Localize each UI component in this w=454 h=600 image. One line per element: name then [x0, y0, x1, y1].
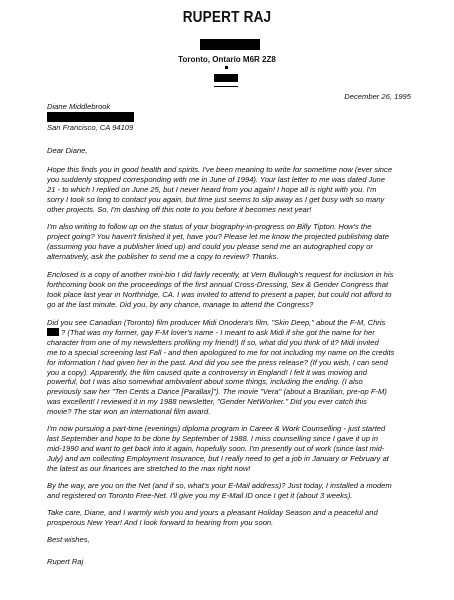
paragraph-line: sorry I took so long to contact you again, but time just seems to slip away as I get busy with so many: [47, 194, 385, 204]
paragraph-line: 21 - to which I replied on June 25, but I never heard from you again! I hope all is right with you. I'm: [47, 184, 377, 194]
paragraph-line: movie? The star won an international film award.: [47, 407, 211, 417]
paragraph-line: Take care, Diane, and I warmly wish you and yours a pleasant Holiday Season and a peaceful and: [47, 508, 378, 517]
paragraph-line: me to a special screening last Fall - and then apologized to me for not including my name on the credits: [47, 347, 395, 357]
paragraph-line: (assuming you have a publisher lined up) and could you please send me an autographed copy or: [47, 241, 373, 251]
letter-date: December 26, 1995: [344, 92, 411, 101]
paragraph-line: last September and hope to be done by September of 1988. I miss counselling since I gave it up in: [47, 433, 378, 443]
redacted-street-address: [200, 39, 260, 50]
redacted-surname: [47, 328, 59, 336]
paragraph-4: [47, 318, 419, 417]
paragraph-line: project going? You haven't finished it yet, have you? Please let me know the projected publishing date: [47, 231, 389, 241]
paragraph-line: By the way, are you on the Net (and if so, what's your E-Mail address)? Just today, I installed a modem: [47, 481, 392, 490]
paragraph-7: [47, 508, 419, 528]
paragraph-line: you suddenly stopped corresponding with me in June of 1994). Your last letter to me was dated June: [47, 174, 385, 184]
paragraph-line: I'm now pursuing a part-time (evenings) diploma program in Career & Work Counselling - just started: [47, 424, 386, 433]
closing: Best wishes,: [47, 535, 90, 544]
paragraph-line: forthcoming book on the proceedings of the first annual Cross-Dressing, Sex & Gender Congress that: [47, 279, 389, 289]
paragraph-line: was excellent! I reviewed it in my 1988 newsletter, "Gender NetWorker." Did you ever catch this: [47, 397, 367, 407]
letterhead-rule: [214, 86, 238, 87]
redacted-phone: [214, 74, 238, 82]
paragraph-line: other projects. So, I'm dashing off this note to you before it becomes next year!: [47, 204, 312, 214]
paragraph-5: [47, 424, 419, 474]
letterhead-city: Toronto, Ontario M6R 2Z8: [178, 55, 276, 64]
paragraph-line: I'm also writing to follow up on the status of your biography-in-progress on Billy Tipton. How's the: [47, 222, 372, 231]
paragraph-line: Did you see Canadian (Toronto) film producer Midi Onodera's film, "Skin Deep," about the F-M, Chris: [47, 318, 386, 327]
paragraph-3: [47, 270, 419, 310]
letterhead-dot: [225, 66, 228, 69]
paragraph-line: the latest as our finances are stretched to the max right now!: [47, 463, 251, 473]
paragraph-line: prosperous New Year! And I look forward to hearing from you soon.: [47, 517, 274, 527]
recipient-name: Diane Middlebrook: [47, 102, 111, 111]
redacted-recipient-street: [47, 112, 134, 122]
paragraph-line: powerful, but I was also somewhat ambivalent about some things, including the ending. (I also: [47, 377, 363, 387]
paragraph-line: character from one of my newsletters profiling my friend!) If so, what did you think of it? Midi invited: [47, 337, 379, 347]
paragraph-line: mid-1990 and want to get back into it again, hopefully soon. I'm presently out of work (since last mid-: [47, 443, 385, 453]
paragraph-line: took place last year in Northridge, CA. I was invited to attend to present a paper, but could not afford to: [47, 289, 392, 299]
paragraph-line: July) and am collecting Employment Insurance, but I really need to get a job in January or February at: [47, 453, 389, 463]
letterhead-name: RUPERT RAJ: [182, 9, 272, 26]
paragraph-line: previously saw her "Ten Cents a Dance [Parallax]"). The movie "Vera" (about a Brazilian, pre-op F-M): [47, 387, 387, 397]
paragraph-line: you a copy). Apparently, the film caused quite a controversy in England! I felt it was moving and: [47, 367, 367, 377]
paragraph-line: [47, 328, 419, 338]
paragraph-1: [47, 165, 419, 215]
paragraph-line-text: ? (That was my former, gay F-M lover's name - I meant to ask Midi if she got the name for her: [61, 327, 375, 337]
paragraph-line: alternatively, ask the publisher to send me a copy to review? Thanks.: [47, 251, 279, 261]
recipient-city: San Francisco, CA 94109: [47, 123, 134, 132]
paragraph-line: Hope this finds you in good health and spirits. I've been meaning to write for sometime now (ever since: [47, 165, 393, 174]
salutation: Dear Diane,: [47, 146, 88, 155]
paragraph-line: Enclosed is a copy of another mini-bio I did fairly recently, at Vern Bullough's request for inclusion in his: [47, 270, 394, 279]
paragraph-2: [47, 222, 419, 262]
paragraph-line: for information I had given her in the past. And did you see the press release? (If you wish, I can send: [47, 357, 388, 367]
paragraph-line: and registered on Toronto Free-Net. I'll give you my E-Mail ID once I get it (about 3 weeks).: [47, 490, 353, 500]
paragraph-line: go at the last minute. Did you, by any chance, manage to attend the Congress?: [47, 299, 314, 309]
paragraph-6: [47, 481, 419, 501]
signature: Rupert Raj: [47, 557, 84, 566]
